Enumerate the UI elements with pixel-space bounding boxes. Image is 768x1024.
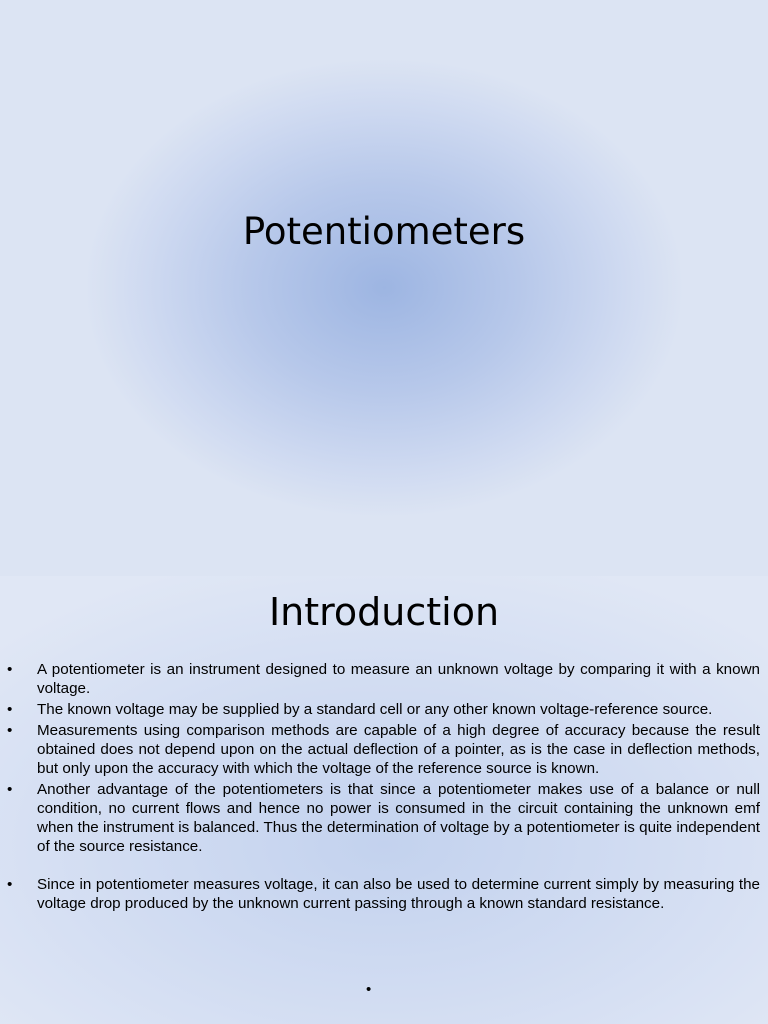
slide-title: Potentiometers bbox=[242, 210, 526, 253]
bullet-icon: • bbox=[7, 722, 13, 739]
bullet-text: The known voltage may be supplied by a standard cell or any other known voltage-reference source. bbox=[37, 701, 713, 718]
bullet-item bbox=[0, 721, 768, 778]
slide-introduction bbox=[0, 576, 768, 1024]
bullet-item bbox=[0, 780, 768, 856]
bullet-list bbox=[0, 660, 768, 915]
slide-title: Introduction bbox=[268, 590, 500, 634]
empty-bullet-icon: • bbox=[366, 981, 372, 998]
bullet-icon: • bbox=[7, 876, 13, 893]
bullet-text: Since in potentiometer measures voltage, it can also be used to determine current simply by measuring the voltage drop produced by the unknown current passing through a known standard resistance. bbox=[37, 876, 760, 912]
bullet-icon: • bbox=[7, 661, 13, 678]
bullet-item bbox=[0, 700, 768, 719]
bullet-text: Another advantage of the potentiometers is that since a potentiometer makes use of a balance or null condition, no current flows and hence no power is consumed in the circuit containing the unknown emf when the instrument is balanced. Thus the determination of voltage by a potentiometer is quite independent of the source resistance. bbox=[37, 781, 760, 855]
bullet-item bbox=[0, 660, 768, 698]
bullet-text: Measurements using comparison methods are capable of a high degree of accuracy because the result obtained does not depend upon on the actual deflection of a pointer, as is the case in deflection methods, but only upon the accuracy with which the voltage of the reference source is known. bbox=[37, 722, 760, 777]
bullet-item bbox=[0, 875, 768, 913]
bullet-text: A potentiometer is an instrument designed to measure an unknown voltage by comparing it with a known voltage. bbox=[37, 661, 760, 697]
bullet-icon: • bbox=[7, 781, 13, 798]
bullet-icon: • bbox=[7, 701, 13, 718]
